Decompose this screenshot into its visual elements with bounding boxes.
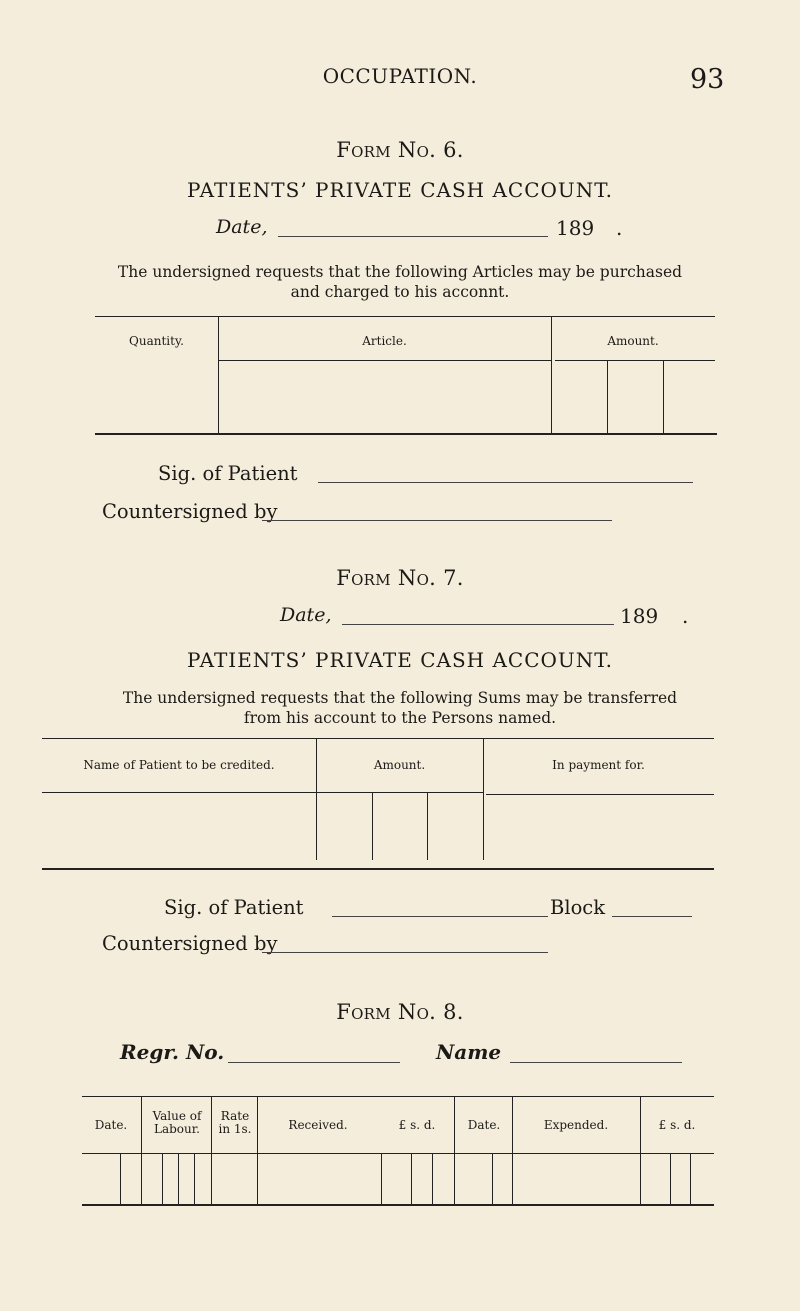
- form8-col-money1: £ s. d.: [398, 1118, 436, 1132]
- form7-date-year: 189: [620, 604, 659, 628]
- form6-instruction-1: The undersigned requests that the following Articles may be purchased: [117, 263, 683, 281]
- form7-block-field[interactable]: [612, 916, 692, 917]
- form6-col-quantity: Quantity.: [129, 334, 184, 348]
- form6-date-line: [216, 216, 636, 242]
- form8-received-cell[interactable]: [258, 1155, 381, 1203]
- form8-col-rate-line2: in 1s.: [218, 1122, 252, 1136]
- form8-col-expended: Expended.: [543, 1118, 609, 1132]
- form8-col-rate-line1: Rate: [220, 1109, 250, 1123]
- form8-value-labour-cell[interactable]: [142, 1155, 211, 1203]
- form8-name-label: Name: [436, 1040, 502, 1064]
- form7-amount-cell[interactable]: [317, 794, 482, 866]
- form7-block-label: Block: [550, 896, 606, 919]
- form8-regr-label: Regr. No.: [120, 1040, 225, 1064]
- form6-date-label: Date,: [216, 216, 268, 238]
- form7-payment-cell[interactable]: [484, 796, 714, 866]
- form8-col-received: Received.: [288, 1118, 348, 1132]
- form7-date-field[interactable]: [342, 624, 614, 625]
- form7-table: [42, 738, 714, 872]
- form6-counter-field[interactable]: [262, 520, 612, 521]
- form7-name-cell[interactable]: [42, 794, 315, 866]
- form7-date-label: Date,: [280, 604, 332, 626]
- form8-date2-cell[interactable]: [455, 1155, 512, 1203]
- form6-date-end: .: [616, 216, 623, 240]
- running-title: OCCUPATION.: [322, 64, 478, 88]
- form7-instruction-1: The undersigned requests that the following Sums may be transferred: [122, 689, 678, 707]
- form6-sig-label: Sig. of Patient: [158, 462, 298, 485]
- form6-quantity-cell[interactable]: [95, 362, 218, 432]
- form6-article-cell[interactable]: [219, 362, 551, 432]
- form6-sig-field[interactable]: [318, 482, 693, 483]
- form6-heading: PATIENTS’ PRIVATE CASH ACCOUNT.: [186, 178, 614, 202]
- form7-sig-label: Sig. of Patient: [164, 896, 304, 919]
- form7-date-line: [280, 604, 710, 630]
- form6-col-amount: Amount.: [607, 334, 659, 348]
- form7-instruction-2: from his account to the Persons named.: [243, 709, 557, 727]
- form7-counter-field[interactable]: [262, 952, 548, 953]
- form7-col-payment: In payment for.: [552, 758, 645, 772]
- form8-col-date2: Date.: [467, 1118, 501, 1132]
- page-number: 93: [690, 64, 725, 95]
- form8-title: Form No. 8.: [336, 1000, 464, 1024]
- form7-col-amount: Amount.: [373, 758, 426, 772]
- form8-col-value-labour: [142, 1110, 212, 1136]
- form8-col-money2: £ s. d.: [658, 1118, 696, 1132]
- form8-name-field[interactable]: [510, 1062, 682, 1063]
- form6-table: [95, 316, 715, 436]
- form8-col-value-labour-line1: Value of: [152, 1109, 202, 1123]
- form7-counter-label: Countersigned by: [102, 932, 278, 955]
- form6-title: Form No. 6.: [336, 138, 464, 162]
- form8-col-rate: [212, 1110, 258, 1136]
- form8-col-value-labour-line2: Labour.: [154, 1122, 200, 1136]
- form7-heading: PATIENTS’ PRIVATE CASH ACCOUNT.: [186, 648, 614, 672]
- form8-money2-cell[interactable]: [641, 1155, 714, 1203]
- form8-col-date: Date.: [94, 1118, 128, 1132]
- form7-col-name: Name of Patient to be credited.: [83, 758, 275, 772]
- form8-money1-cell[interactable]: [382, 1155, 454, 1203]
- form8-rate-cell[interactable]: [212, 1155, 257, 1203]
- form7-date-end: .: [682, 604, 689, 628]
- form7-title: Form No. 7.: [336, 566, 464, 590]
- form8-expended-cell[interactable]: [513, 1155, 640, 1203]
- form6-date-field[interactable]: [278, 236, 548, 237]
- form6-instruction-2: and charged to his acconnt.: [290, 283, 510, 301]
- form8-table: [82, 1096, 714, 1210]
- form7-sig-field[interactable]: [332, 916, 548, 917]
- form6-date-year: 189: [556, 216, 595, 240]
- form6-col-article: Article.: [362, 334, 407, 348]
- form6-amount-cell[interactable]: [552, 362, 715, 432]
- form8-date-cell[interactable]: [82, 1155, 141, 1203]
- form8-regr-field[interactable]: [228, 1062, 400, 1063]
- form6-counter-label: Countersigned by: [102, 500, 278, 523]
